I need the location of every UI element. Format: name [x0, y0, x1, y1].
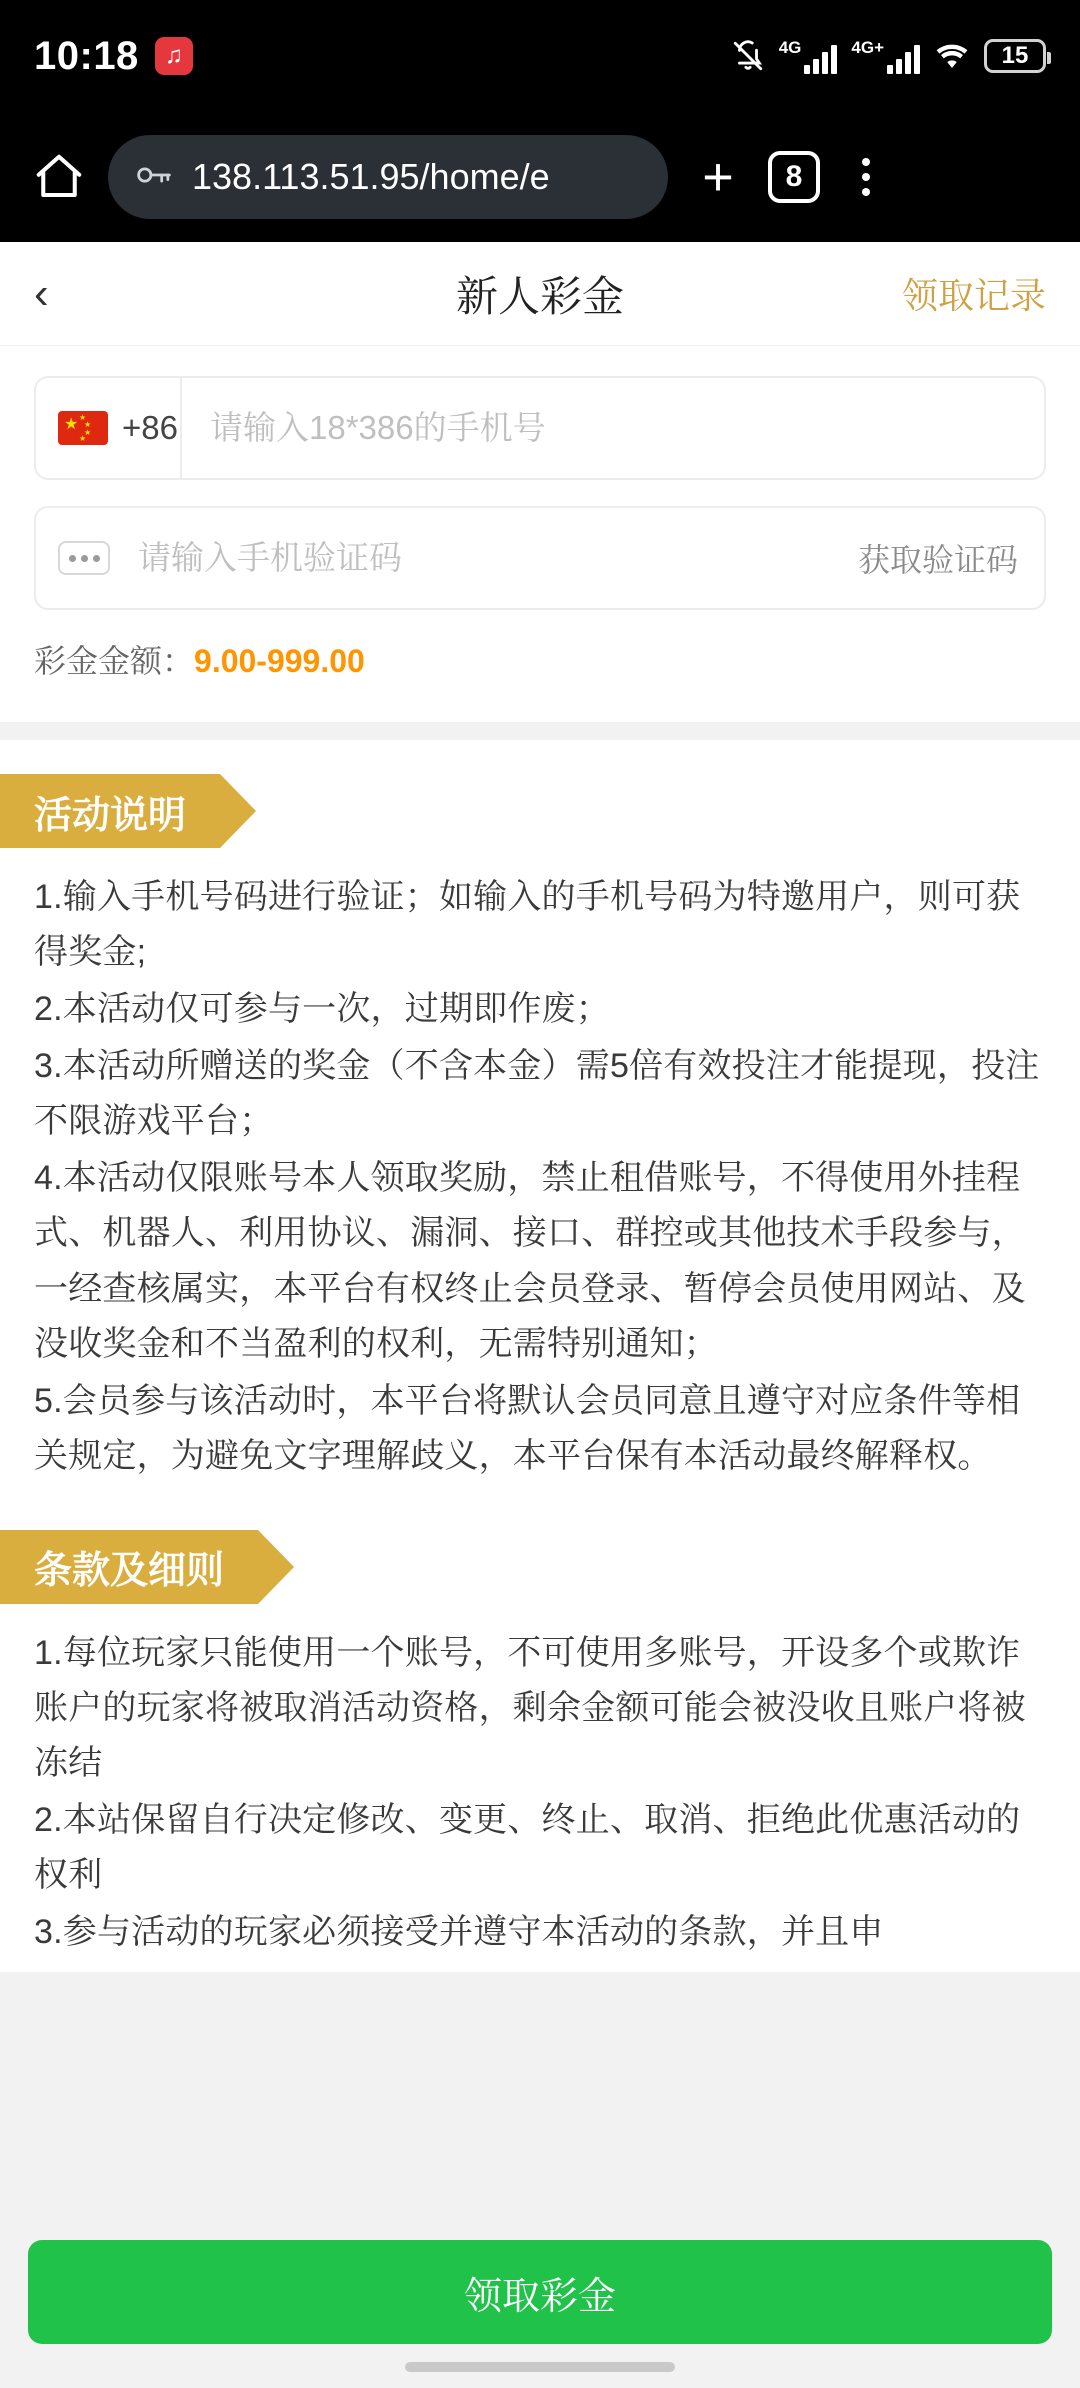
section-heading-activity-rules: 活动说明 [0, 774, 220, 848]
browser-toolbar [0, 112, 1080, 242]
tab-switcher-button[interactable]: 8 [768, 151, 820, 203]
home-icon[interactable] [28, 146, 90, 208]
music-app-icon: ♫ [155, 37, 193, 75]
bonus-amount-value: 9.00-999.00 [194, 643, 365, 679]
rule-paragraph: 2.本活动仅可参与一次，过期即作废； [34, 990, 610, 1029]
rule-paragraph: 5.会员参与该活动时，本平台将默认会员同意且遵守对应条件等相关规定，为避免文字理解歧义，本平台保有本活动最终解释权。 [34, 1381, 1021, 1475]
wifi-icon [934, 41, 970, 71]
section-heading-terms: 条款及细则 [0, 1530, 258, 1604]
section-activity-rules [0, 740, 1080, 1496]
verification-code-input[interactable] [110, 539, 858, 577]
sms-code-icon [58, 541, 110, 575]
url-text: 138.113.51.95/home/e [192, 156, 550, 197]
claim-bonus-button[interactable]: 领取彩金 [28, 2240, 1052, 2344]
term-paragraph: 3.参与活动的玩家必须接受并遵守本活动的条款，并且申 [34, 1913, 884, 1952]
status-bar [0, 0, 1080, 112]
claim-form-card [0, 346, 1080, 722]
signal-1-icon: 4G [779, 38, 838, 74]
phone-input[interactable] [182, 409, 1044, 447]
status-bar-right [731, 38, 1046, 74]
page-header [0, 242, 1080, 346]
rule-paragraph: 3.本活动所赠送的奖金（不含本金）需5倍有效投注才能提现，投注不限游戏平台； [34, 1047, 1040, 1141]
home-indicator [405, 2362, 675, 2372]
new-tab-button[interactable]: + [702, 147, 734, 207]
country-code: +86 [122, 409, 178, 446]
back-chevron-icon[interactable]: ‹ [34, 268, 49, 318]
status-bar-left [34, 34, 193, 79]
more-vertical-icon[interactable] [838, 145, 894, 209]
address-bar[interactable] [108, 135, 668, 219]
term-paragraph: 1.每位玩家只能使用一个账号，不可使用多账号，开设多个或欺诈账户的玩家将被取消活动资格，剩余金额可能会被没收且账户将被冻结 [34, 1633, 1026, 1783]
verification-code-field-row[interactable] [34, 506, 1046, 610]
bottom-action-bar [0, 2222, 1080, 2388]
china-flag-icon: ★ ★ ★ ★ ★ [58, 411, 108, 445]
section-terms [0, 1496, 1080, 1972]
get-code-button[interactable]: 获取验证码 [857, 542, 1018, 578]
battery-indicator: 15 [984, 39, 1046, 73]
bonus-amount-row [34, 636, 1046, 682]
claim-record-link[interactable]: 领取记录 [901, 275, 1046, 316]
country-selector[interactable] [36, 378, 182, 478]
page-title: 新人彩金 [455, 272, 624, 320]
phone-field-row[interactable] [34, 376, 1046, 480]
signal-2-icon: 4G+ [851, 38, 920, 74]
status-clock: 10:18 [34, 33, 139, 78]
rule-paragraph: 1.输入手机号码进行验证；如输入的手机号码为特邀用户，则可获得奖金; [34, 878, 1021, 972]
site-info-icon[interactable] [134, 158, 174, 197]
bonus-amount-label: 彩金金额： [34, 643, 195, 679]
bell-off-icon [731, 39, 765, 73]
rule-paragraph: 4.本活动仅限账号本人领取奖励，禁止租借账号，不得使用外挂程式、机器人、利用协议、漏洞、接口、群控或其他技术手段参与，一经查核属实，本平台有权终止会员登录、暂停会员使用网站、及没收奖金和不当盈利的权利，无需特别通知； [34, 1159, 1026, 1363]
activity-rules-text [0, 860, 1080, 1484]
terms-text [0, 1616, 1080, 1960]
term-paragraph: 2.本站保留自行决定修改、变更、终止、取消、拒绝此优惠活动的权利 [34, 1801, 1021, 1895]
page-content[interactable] [0, 346, 1080, 2388]
